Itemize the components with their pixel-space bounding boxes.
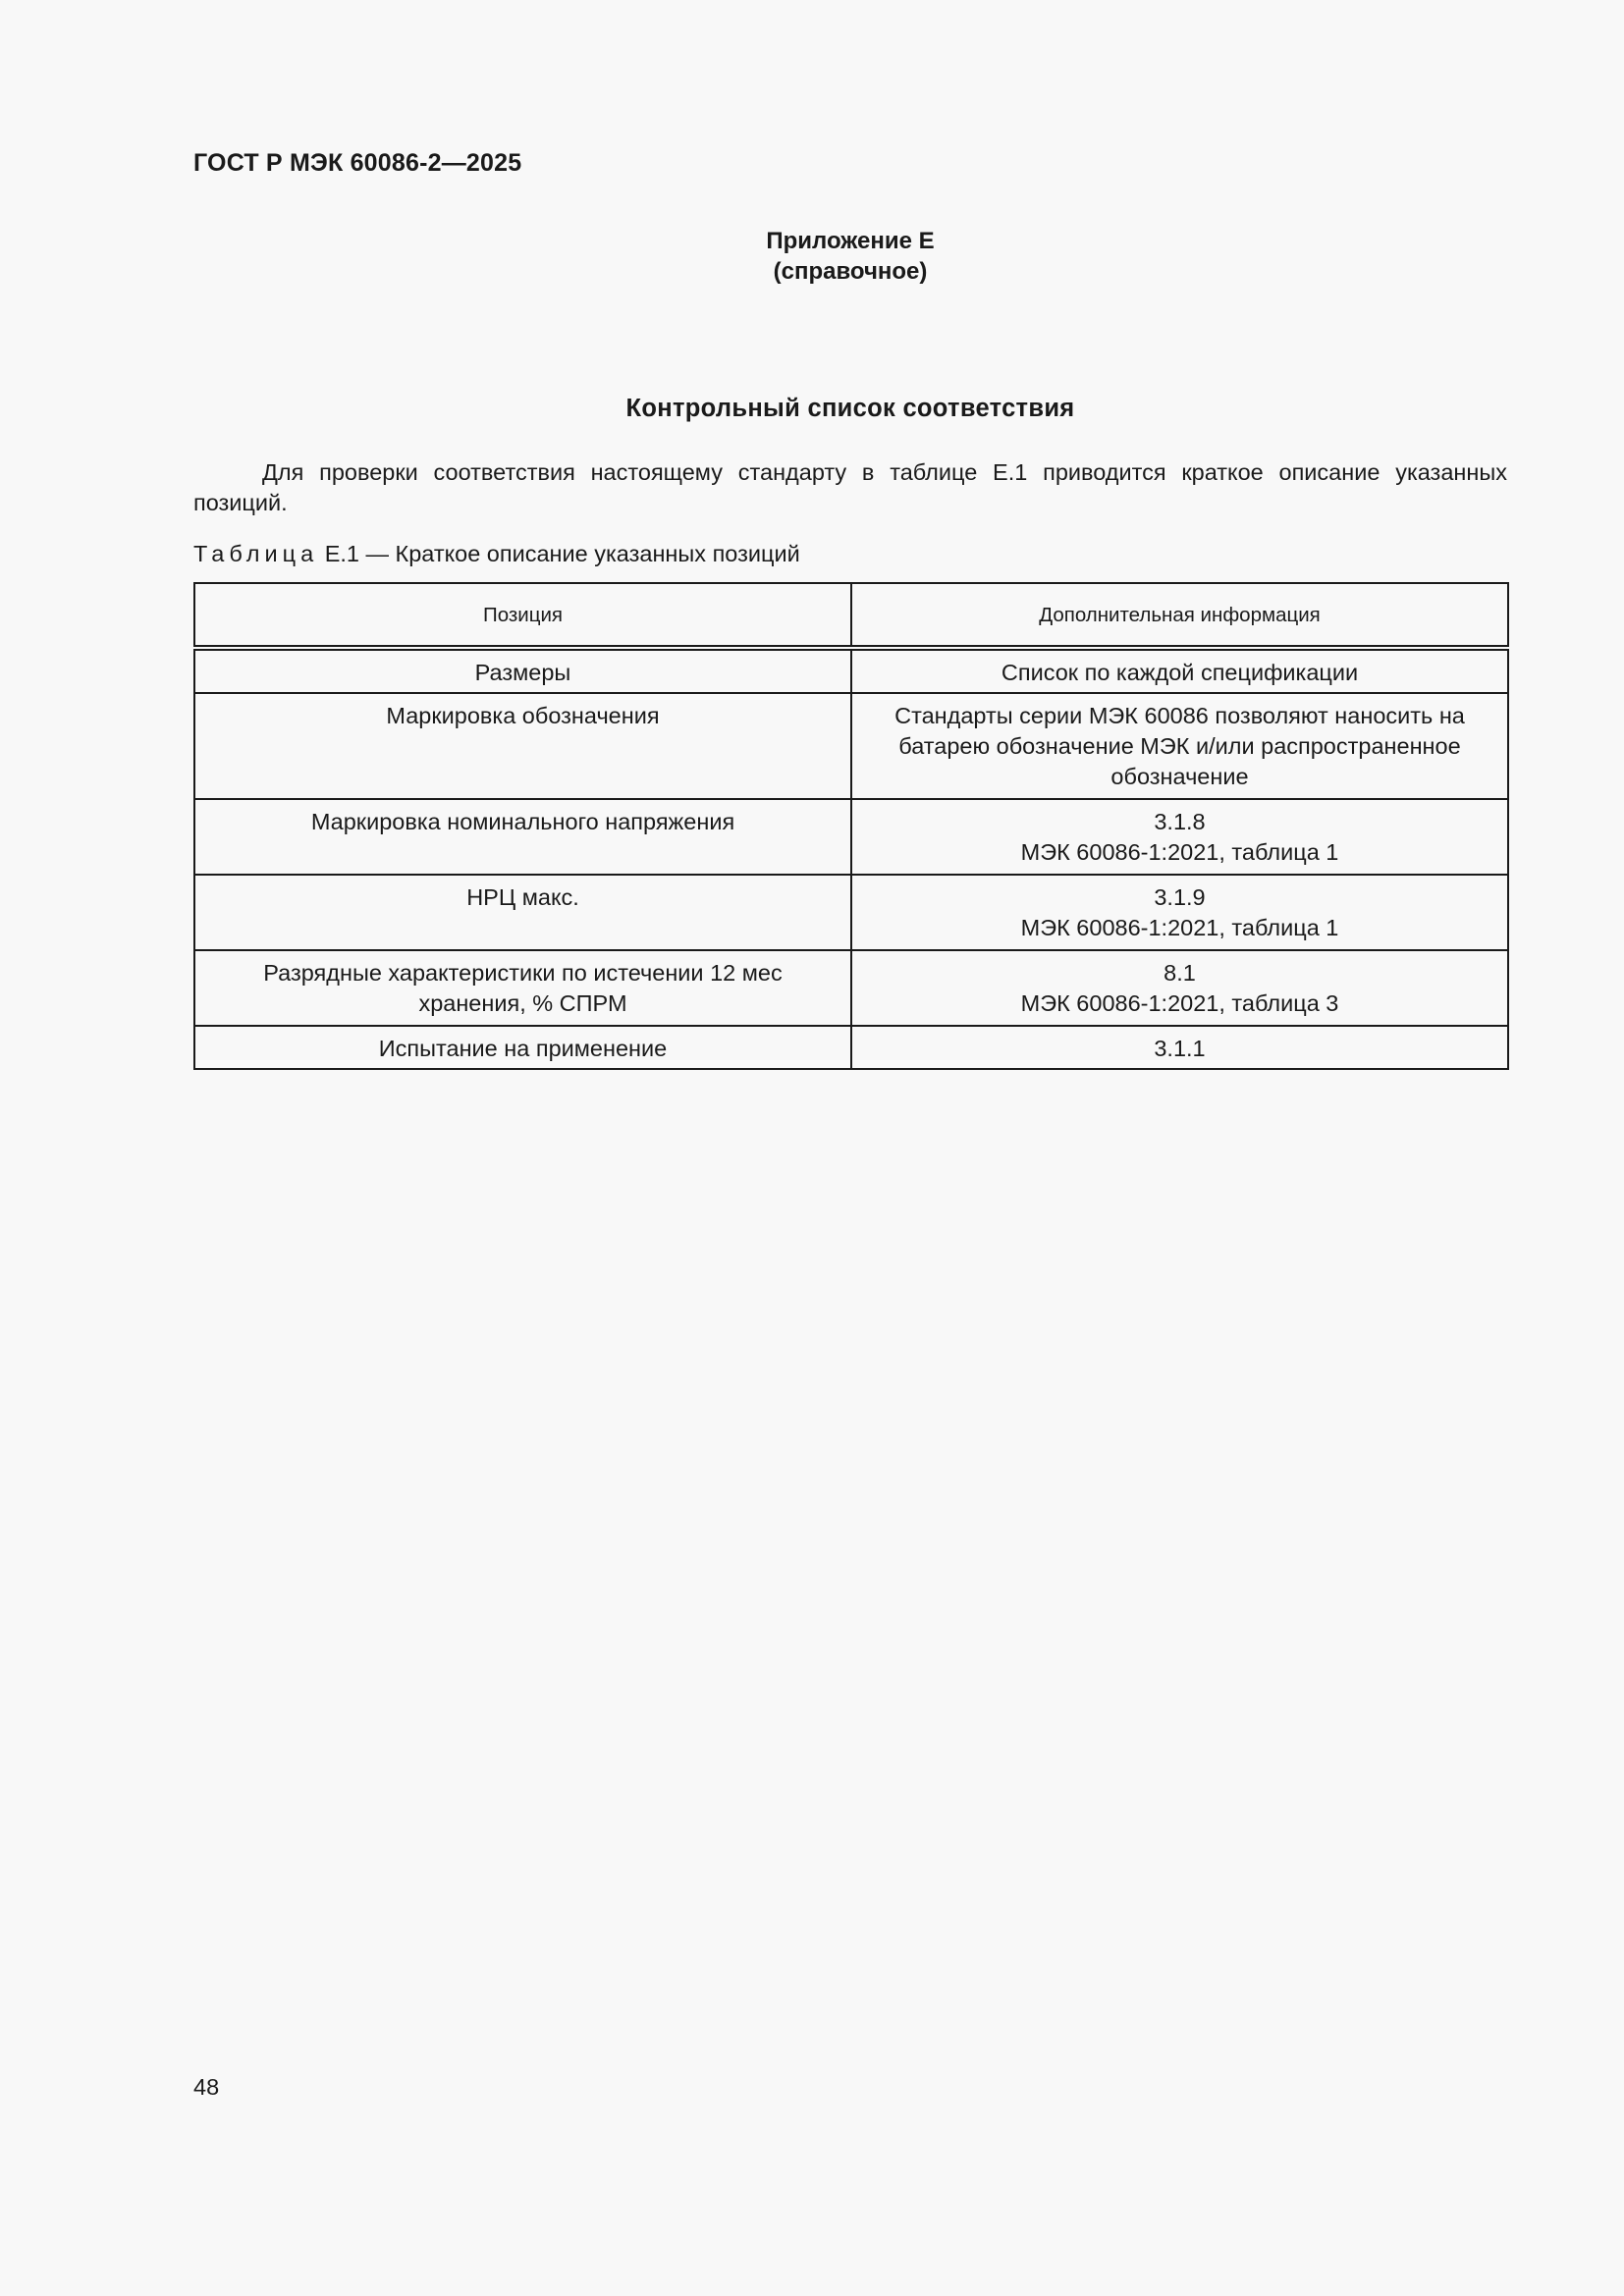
table-row <box>194 875 1508 950</box>
cell-position <box>194 799 851 875</box>
appendix-title: Приложение Е <box>766 228 935 254</box>
intro-paragraph: Для проверки соответствия настоящему стандарту в таблице Е.1 приводится краткое описание указанных позиций. <box>193 459 1507 515</box>
cell-info <box>851 1026 1508 1069</box>
table-caption-label: Таблица <box>193 541 319 566</box>
appendix-heading <box>193 226 1507 287</box>
cell-line: МЭК 60086-1:2021, таблица 1 <box>1020 915 1339 940</box>
cell-line: 3.1.8 <box>1154 809 1206 834</box>
cell-info <box>851 950 1508 1026</box>
section-title: Контрольный список соответствия <box>625 395 1075 422</box>
cell-line: Размеры <box>474 660 571 685</box>
cell-position <box>194 648 851 693</box>
cell-line: НРЦ макс. <box>466 884 579 910</box>
cell-position <box>194 1026 851 1069</box>
cell-line: Стандарты серии МЭК 60086 позволяют наносить на <box>894 703 1465 728</box>
cell-line: МЭК 60086-1:2021, таблица 3 <box>1020 990 1339 1016</box>
column-header-position: Позиция <box>194 583 851 648</box>
document-header: ГОСТ Р МЭК 60086-2—2025 <box>193 149 522 177</box>
column-header-info: Дополнительная информация <box>851 583 1508 648</box>
cell-info <box>851 799 1508 875</box>
cell-line: Испытание на применение <box>378 1036 668 1061</box>
cell-position <box>194 950 851 1026</box>
cell-line: Список по каждой спецификации <box>1001 660 1359 685</box>
cell-line: батарею обозначение МЭК и/или распространенное <box>898 733 1461 759</box>
cell-line: хранения, % СПРМ <box>418 990 627 1016</box>
table-row <box>194 950 1508 1026</box>
table-caption <box>193 541 800 567</box>
table-row <box>194 693 1508 799</box>
cell-line: 8.1 <box>1164 960 1196 986</box>
appendix-type: (справочное) <box>773 258 928 285</box>
cell-line: 3.1.9 <box>1154 884 1206 910</box>
cell-info <box>851 693 1508 799</box>
cell-info <box>851 648 1508 693</box>
table-row <box>194 1026 1508 1069</box>
cell-line: Маркировка обозначения <box>386 703 660 728</box>
cell-line: Разрядные характеристики по истечении 12 мес <box>263 960 783 986</box>
table-row <box>194 799 1508 875</box>
cell-info <box>851 875 1508 950</box>
table-header-row <box>194 583 1508 648</box>
table-caption-text: Е.1 — Краткое описание указанных позиций <box>324 541 800 566</box>
page-number: 48 <box>193 2074 220 2100</box>
cell-line: обозначение <box>1110 764 1249 789</box>
table-row <box>194 648 1508 693</box>
cell-line: 3.1.1 <box>1154 1036 1206 1061</box>
cell-line: Маркировка номинального напряжения <box>310 809 735 834</box>
cell-position <box>194 875 851 950</box>
cell-line: МЭК 60086-1:2021, таблица 1 <box>1020 839 1339 865</box>
conformity-table <box>193 582 1509 1070</box>
table-body <box>194 648 1508 1069</box>
cell-position <box>194 693 851 799</box>
